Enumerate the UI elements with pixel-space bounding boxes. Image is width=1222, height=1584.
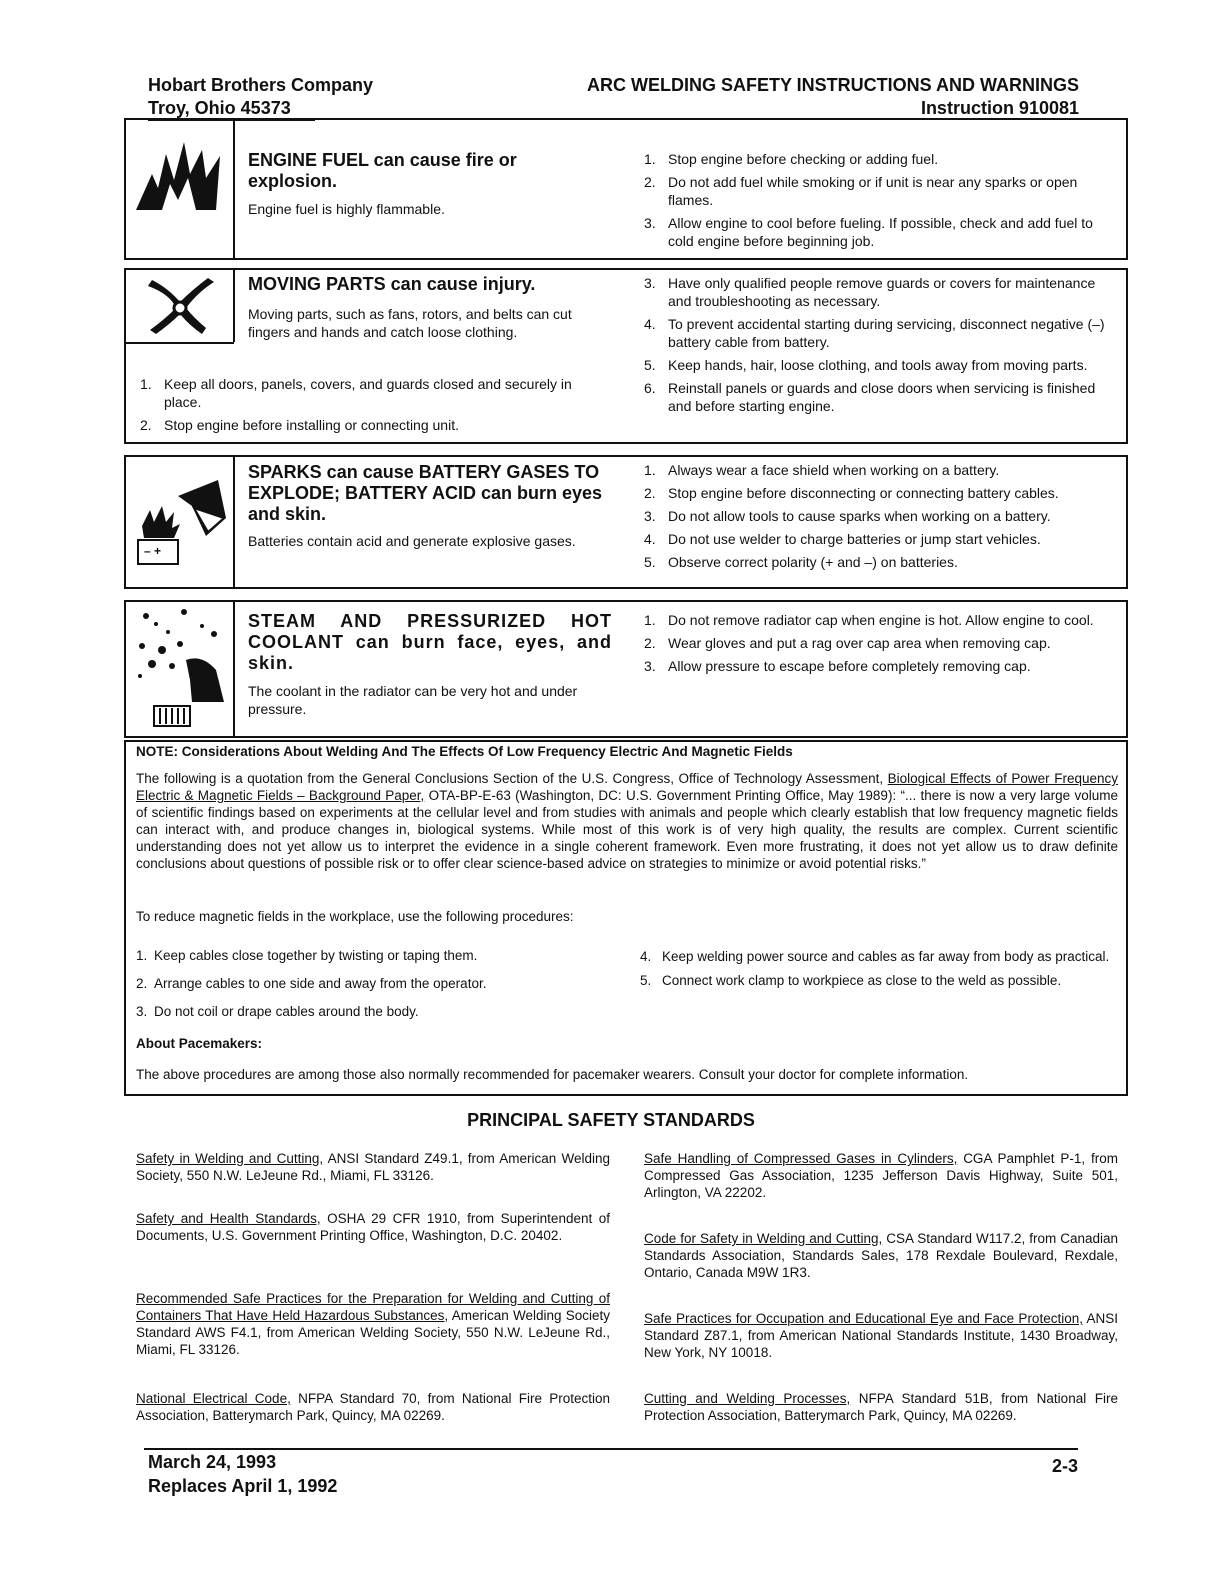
divider (124, 342, 234, 344)
list-item: 1. Keep all doors, panels, covers, and guards closed and securely in place. (140, 376, 572, 410)
instruction-number: Instruction 910081 (920, 98, 1079, 118)
steam-list (644, 611, 1118, 680)
standards-title: PRINCIPAL SAFETY STANDARDS (467, 1110, 755, 1130)
list-item: 3. Do not allow tools to cause sparks when working on a battery. (644, 508, 1051, 524)
reduce-left-list (136, 947, 606, 1031)
list-item: 6. Reinstall panels or guards and close doors when servicing is finished and before starting engine. (644, 380, 1096, 414)
moving-parts-right-list (644, 274, 1114, 420)
battery-polarity-label: – + (144, 544, 162, 558)
note-paragraph: The following is a quotation from the General Conclusions Section of the U.S. Congress, Office of Technology Assessment, Biological Effects of Power Frequency Electric & Magnetic Fields – Background Paper, OTA-BP-E-63 (Washington, DC: U.S. Government Printing Office, May 1989): “... there is now a very large volume of scientific findings based on experiments at the cellular level and from studies with animals and people which clearly establish that low frequency magnetic fields can interact with, and produce changes in, biological systems. While most of this work is of very high quality, the results are complex. Current scientific understanding does not yet allow us to interpret the evidence in a single coherent framework. Even more frustrating, it does not yet allow us to draw definite conclusions about questions of possible risk or to offer clear science-based advice on strategies to minimize or avoid potential risks.” (136, 771, 1118, 871)
list-item: 5. Keep hands, hair, loose clothing, and tools away from moving parts. (644, 357, 1088, 373)
standard-entry: Recommended Safe Practices for the Preparation for Welding and Cutting of Containers That Have Held Hazardous Substances, American Welding Society Standard AWS F4.1, from American Welding Society, 550 N.W. LeJeune Rd., Miami, FL 33126. (136, 1291, 611, 1357)
list-item: 2. Do not add fuel while smoking or if unit is near any sparks or open flames. (644, 174, 1078, 208)
footer-date: March 24, 1993 (148, 1452, 277, 1472)
standard-entry: National Electrical Code, NFPA Standard 70, from National Fire Protection Association, Batterymarch Park, Quincy, MA 02269. (136, 1391, 610, 1423)
moving-parts-left-list (140, 375, 610, 439)
note-title: NOTE: Considerations About Welding And The Effects Of Low Frequency Electric And Magnetic Fields (136, 744, 793, 759)
reduce-intro: To reduce magnetic fields in the workplace, use the following procedures: (136, 909, 574, 924)
standard-entry: Safety and Health Standards, OSHA 29 CFR 1910, from Superintendent of Documents, U.S. Government Printing Office, Washington, D.C. 20402. (136, 1211, 610, 1243)
list-item: 5. Observe correct polarity (+ and –) on batteries. (644, 554, 958, 570)
steam-title: STEAM AND PRESSURIZED HOT COOLANT can burn face, eyes, and skin. (248, 611, 612, 673)
list-item: 1. Keep cables close together by twisting or taping them. (136, 948, 478, 963)
list-item: 4. Do not use welder to charge batteries or jump start vehicles. (644, 531, 1041, 547)
company-address: Troy, Ohio 45373 (148, 98, 315, 121)
footer-replaces: Replaces April 1, 1992 (148, 1476, 338, 1496)
standard-entry: Safe Handling of Compressed Gases in Cylinders, CGA Pamphlet P-1, from Compressed Gas Association, 1235 Jefferson Davis Highway, Suite 501, Arlington, VA 22202. (644, 1151, 1118, 1200)
list-item: 5. Connect work clamp to workpiece as close to the weld as possible. (640, 973, 1062, 988)
list-item: 2. Stop engine before installing or connecting unit. (140, 417, 459, 433)
engine-fuel-subtitle: Engine fuel is highly flammable. (248, 201, 445, 217)
standard-entry: Safety in Welding and Cutting, ANSI Standard Z49.1, from American Welding Society, 550 N.W. LeJeune Rd., Miami, FL 33126. (136, 1151, 610, 1183)
reduce-right-list (640, 948, 1112, 996)
footer-rule (144, 1448, 1078, 1450)
pacemakers-text: The above procedures are among those also normally recommended for pacemaker wearers. Consult your doctor for complete information. (136, 1067, 969, 1082)
engine-fuel-list (644, 150, 1114, 255)
steam-subtitle: The coolant in the radiator can be very hot and under pressure. (248, 683, 578, 717)
list-item: 2. Wear gloves and put a rag over cap area when removing cap. (644, 635, 1051, 651)
engine-fuel-title: ENGINE FUEL can cause fire or explosion. (248, 150, 517, 191)
standard-entry: Safe Practices for Occupation and Educational Eye and Face Protection, ANSI Standard Z87.1, from American National Standards Institute, 1430 Broadway, New York, NY 10018. (644, 1311, 1119, 1360)
company-name: Hobart Brothers Company (148, 75, 374, 95)
moving-parts-title: MOVING PARTS can cause injury. (248, 274, 536, 294)
list-item: 3. Have only qualified people remove guards or covers for maintenance and troubleshooting as necessary. (644, 275, 1096, 309)
divider (233, 455, 235, 589)
list-item: 1. Stop engine before checking or adding fuel. (644, 151, 939, 167)
battery-list (644, 461, 1124, 576)
list-item: 4. Keep welding power source and cables as far away from body as practical. (640, 949, 1110, 964)
document-title: ARC WELDING SAFETY INSTRUCTIONS AND WARNINGS (586, 75, 1079, 95)
list-item: 3. Do not coil or drape cables around the body. (136, 1004, 419, 1019)
divider (233, 118, 235, 260)
list-item: 1. Do not remove radiator cap when engine is hot. Allow engine to cool. (644, 612, 1094, 628)
battery-subtitle: Batteries contain acid and generate explosive gases. (248, 533, 576, 549)
steam-radiator-icon (132, 606, 228, 730)
divider (233, 600, 235, 738)
pacemakers-title: About Pacemakers: (136, 1036, 263, 1051)
page-number: 2-3 (1051, 1456, 1078, 1476)
standard-entry: Cutting and Welding Processes, NFPA Standard 51B, from National Fire Protection Association, Batterymarch Park, Quincy, MA 02269. (644, 1391, 1118, 1423)
list-item: 2. Arrange cables to one side and away from the operator. (136, 976, 487, 991)
fire-icon (132, 134, 224, 214)
fan-blade-hand-icon (140, 274, 220, 338)
moving-parts-subtitle: Moving parts, such as fans, rotors, and belts can cut fingers and hands and catch loose clothing. (248, 306, 572, 340)
report-title-link: Biological Effects of Power Frequency Electric & Magnetic Fields – Background Paper, (136, 771, 1118, 803)
list-item: 3. Allow pressure to escape before completely removing cap. (644, 658, 1031, 674)
standard-entry: Code for Safety in Welding and Cutting, CSA Standard W117.2, from Canadian Standards Association, Standards Sales, 178 Rexdale Boulevard, Rexdale, Ontario, Canada M9W 1R3. (644, 1231, 1118, 1280)
list-item: 4. To prevent accidental starting during servicing, disconnect negative (–) battery cable from battery. (644, 316, 1105, 350)
list-item: 3. Allow engine to cool before fueling. If possible, check and add fuel to cold engine before beginning job. (644, 215, 1093, 249)
list-item: 1. Always wear a face shield when working on a battery. (644, 462, 1000, 478)
divider (233, 268, 235, 342)
list-item: 2. Stop engine before disconnecting or connecting battery cables. (644, 485, 1059, 501)
battery-title: SPARKS can cause BATTERY GASES TO EXPLODE; BATTERY ACID can burn eyes and skin. (248, 462, 603, 524)
